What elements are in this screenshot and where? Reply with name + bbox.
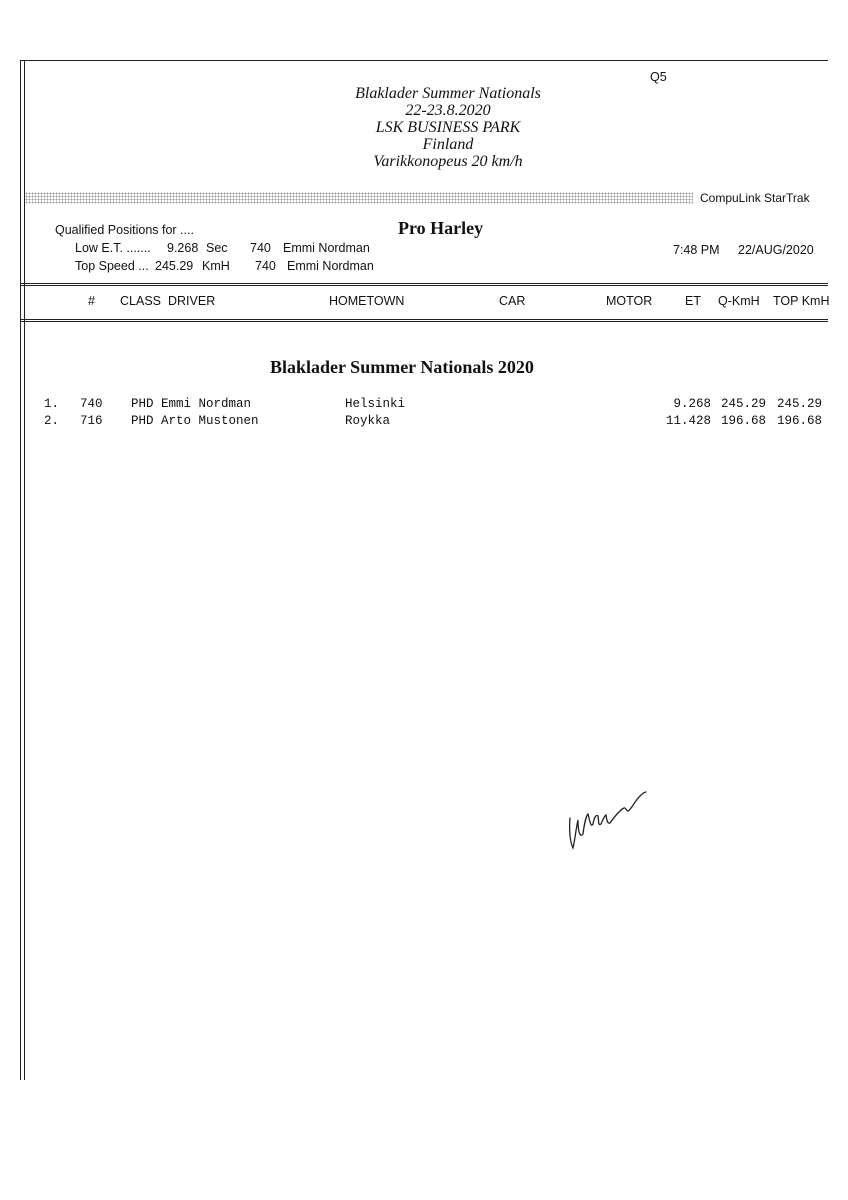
row-position: 2. — [44, 414, 60, 428]
system-label: CompuLink StarTrak — [700, 191, 810, 205]
low-et-value: 9.268 — [167, 241, 199, 255]
low-et-car: 740 — [250, 241, 271, 255]
event-country: Finland — [422, 136, 474, 153]
row-driver: Arto Mustonen — [161, 414, 259, 428]
header-rule-top — [20, 283, 828, 284]
row-topkmh: 245.29 — [776, 397, 822, 411]
row-et: 9.268 — [673, 397, 711, 411]
handwritten-signature — [560, 780, 655, 855]
row-topkmh: 196.68 — [776, 414, 822, 428]
class-title: Pro Harley — [398, 218, 484, 238]
header-rule-top-2 — [20, 285, 828, 286]
header-rule-bottom — [20, 319, 828, 320]
col-num: # — [88, 294, 95, 308]
dotted-separator — [25, 192, 693, 204]
col-hometown: HOMETOWN — [329, 294, 405, 308]
top-speed-driver: Emmi Nordman — [287, 259, 374, 273]
report-time: 7:48 PM — [673, 243, 720, 257]
top-speed-unit: KmH — [202, 259, 230, 273]
report-date: 22/AUG/2020 — [738, 243, 814, 257]
row-position: 1. — [44, 397, 60, 411]
row-hometown: Helsinki — [345, 397, 406, 411]
frame-left-line — [20, 60, 21, 1080]
section-title: Blaklader Summer Nationals 2020 — [270, 357, 534, 377]
col-class: CLASS — [120, 294, 161, 308]
low-et-driver: Emmi Nordman — [283, 241, 370, 255]
col-qkmh: Q-KmH — [718, 294, 760, 308]
top-speed-label: Top Speed ... — [75, 259, 149, 273]
row-class: PHD — [131, 397, 154, 411]
top-speed-value: 245.29 — [155, 259, 194, 273]
col-motor: MOTOR — [606, 294, 653, 308]
qualified-label: Qualified Positions for .... — [55, 223, 194, 237]
event-header — [300, 85, 596, 170]
row-class: PHD — [131, 414, 154, 428]
event-pit-speed: Varikkonopeus 20 km/h — [373, 153, 523, 170]
event-name: Blaklader Summer Nationals — [355, 85, 541, 102]
row-qkmh: 196.68 — [720, 414, 766, 428]
row-driver: Emmi Nordman — [161, 397, 252, 411]
col-driver: DRIVER — [168, 294, 216, 308]
header-rule-bottom-2 — [20, 321, 828, 322]
row-qkmh: 245.29 — [720, 397, 766, 411]
row-hometown: Roykka — [345, 414, 391, 428]
low-et-label: Low E.T. ....... — [75, 241, 151, 255]
col-topkmh: TOP KmH — [773, 294, 830, 308]
low-et-unit: Sec — [206, 241, 228, 255]
page-code: Q5 — [650, 70, 667, 84]
event-venue: LSK BUSINESS PARK — [375, 119, 521, 136]
row-car-number: 740 — [80, 397, 103, 411]
col-car: CAR — [499, 294, 526, 308]
event-dates: 22-23.8.2020 — [405, 102, 491, 119]
row-car-number: 716 — [80, 414, 103, 428]
top-speed-car: 740 — [255, 259, 276, 273]
col-et: ET — [685, 294, 701, 308]
row-et: 11.428 — [665, 414, 711, 428]
frame-left-line-inner — [24, 60, 25, 1080]
frame-top-line — [20, 60, 828, 61]
